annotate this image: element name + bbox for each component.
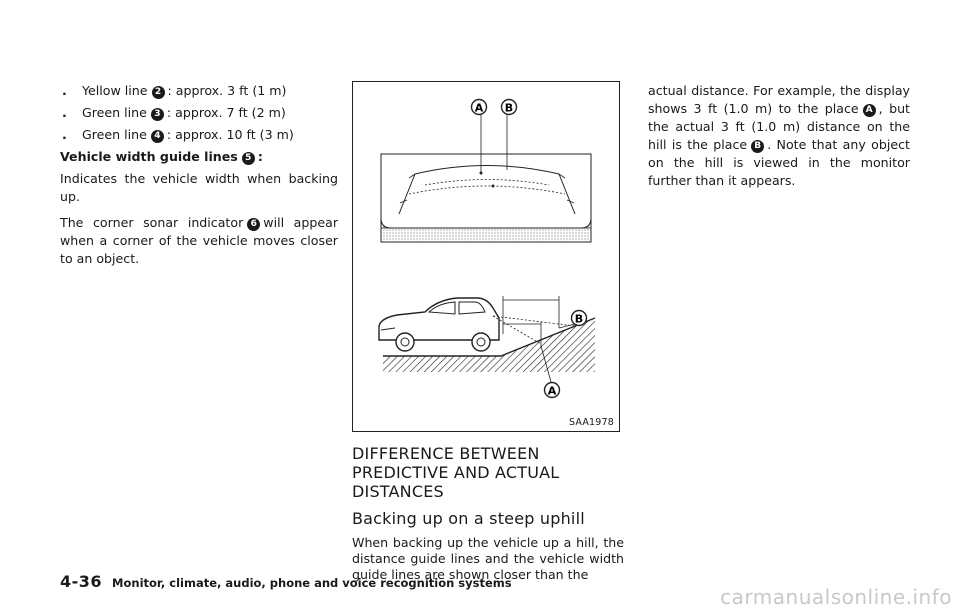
figure-code: SAA1978 — [568, 417, 614, 428]
svg-text:A: A — [474, 101, 484, 115]
svg-text:B: B — [504, 101, 514, 115]
callout-2: 2 — [152, 86, 165, 99]
svg-text:A: A — [547, 384, 557, 398]
middle-column — [352, 444, 624, 583]
width-guide-heading: Vehicle width guide lines 5 : — [60, 149, 263, 164]
figure-box — [352, 81, 620, 432]
watermark: carmanualsonline.info — [720, 585, 952, 609]
callout-3: 3 — [151, 108, 164, 121]
bullet-dot: . — [62, 105, 67, 120]
subsection-heading: Backing up on a steep uphill — [352, 509, 585, 528]
label-a-bottom — [545, 383, 560, 398]
uphill-paragraph: When backing up the vehicle up a hill, the distance guide lines and the vehicle width guide lines are shown closer than the — [352, 535, 624, 582]
marker-a: A — [863, 104, 876, 117]
section-heading: DIFFERENCE BETWEEN PREDICTIVE AND ACTUAL DISTANCES — [352, 444, 560, 501]
label-b-top — [502, 100, 517, 115]
monitor-screen — [381, 112, 591, 242]
distance-paragraph: actual distance. For example, the display shows 3 ft (1.0 m) to the place A , but the actual 3 ft (1.0 m) distance on the hill is the place B . Note that any object on the hill is viewed in the monitor further than it appears. — [648, 83, 910, 188]
callout-5: 5 — [242, 152, 255, 165]
sonar-paragraph: The corner sonar indicator 6 will appear when a corner of the vehicle moves closer to an object. — [60, 215, 338, 266]
svg-text:B: B — [574, 312, 584, 326]
label-a-top — [472, 100, 487, 115]
left-column — [60, 82, 338, 276]
callout-4: 4 — [151, 130, 164, 143]
right-column — [648, 82, 910, 190]
bullet-dot: . — [62, 127, 67, 142]
figure-illustration — [353, 82, 619, 431]
callout-6: 6 — [247, 218, 260, 231]
bullet-yellow-line: . Yellow line 2 : approx. 3 ft (1 m) — [62, 83, 287, 98]
car-illustration — [379, 298, 499, 351]
label-b-bottom — [572, 311, 587, 326]
page-footer — [60, 572, 512, 591]
width-guide-description: Indicates the vehicle width when backing up. — [60, 171, 338, 204]
footer-title: Monitor, climate, audio, phone and voice recognition systems — [112, 576, 512, 590]
bullet-green-line-4: . Green line 4 : approx. 10 ft (3 m) — [62, 127, 294, 142]
bullet-dot: . — [62, 83, 67, 98]
bullet-green-line-3: . Green line 3 : approx. 7 ft (2 m) — [62, 105, 286, 120]
marker-b: B — [751, 140, 764, 153]
page-number: 4-36 — [60, 572, 103, 591]
